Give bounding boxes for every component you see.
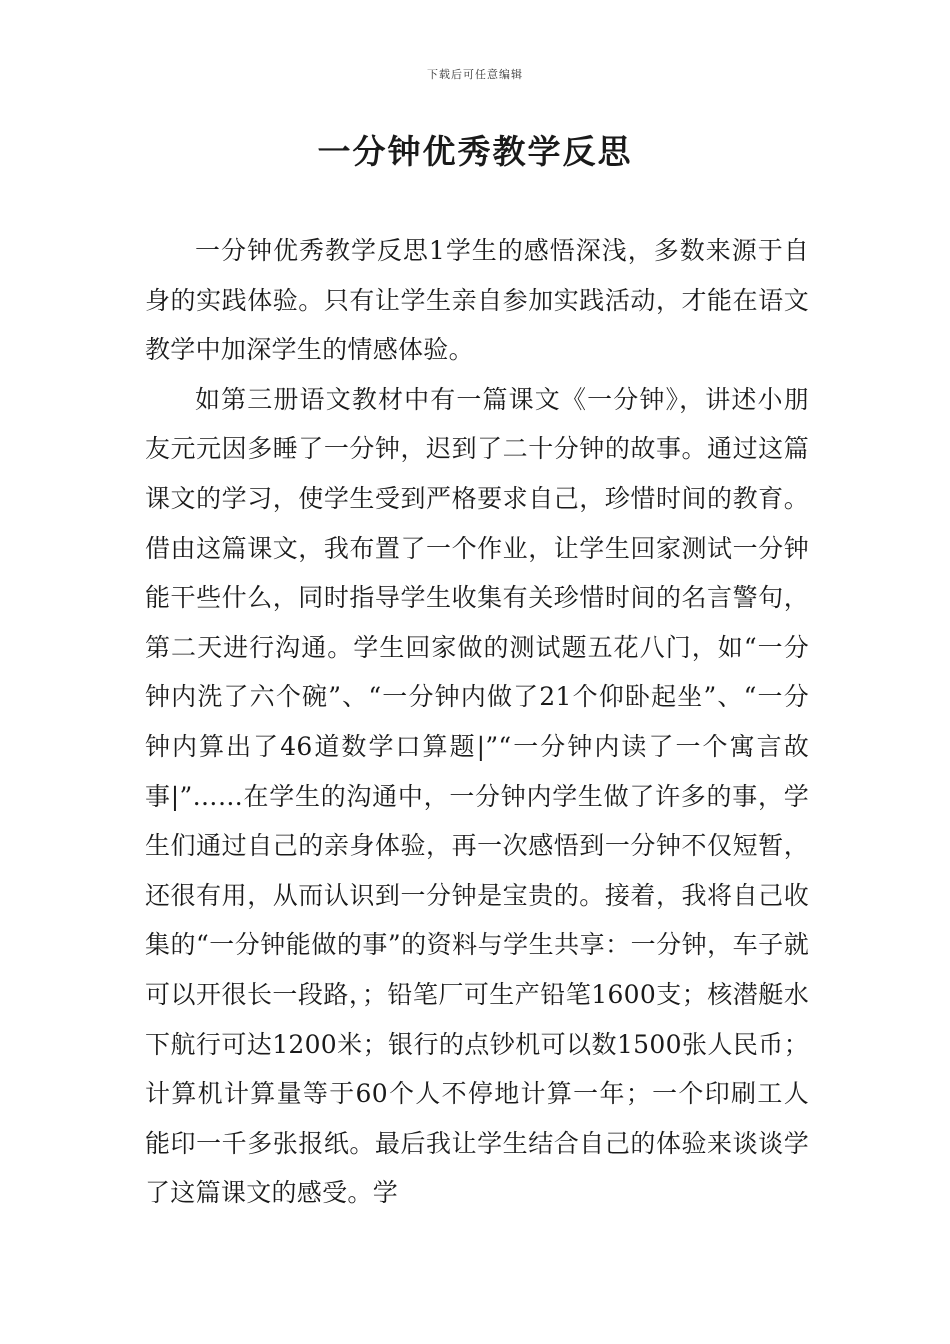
paragraph: 一分钟优秀教学反思1学生的感悟深浅，多数来源于自身的实践体验。只有让学生亲自参加实践活动，才能在语文教学中加深学生的情感体验。 (145, 236, 809, 365)
document-body (145, 226, 809, 1218)
paragraph: 如第三册语文教材中有一篇课文《一分钟》，讲述小朋友元元因多睡了一分钟，迟到了二十分钟的故事。通过这篇课文的学习，使学生受到严格要求自己，珍惜时间的教育。借由这篇课文，我布置了一个作业，让学生回家测试一分钟能干些什么，同时指导学生收集有关珍惜时间的名言警句，第二天进行沟通。学生回家做的测试题五花八门，如“一分钟内洗了六个碗”、“一分钟内做了21个仰卧起坐”、“一分钟内算出了46道数学口算题|”“一分钟内读了一个寓言故事|”……在学生的沟通中，一分钟内学生做了许多的事，学生们通过自己的亲身体验，再一次感悟到一分钟不仅短暂，还很有用，从而认识到一分钟是宝贵的。接着，我将自己收集的“一分钟能做的事”的资料与学生共享：一分钟，车子就可以开很长一段路，；铅笔厂可生产铅笔1600支；核潜艇水下航行可达1200米；银行的点钞机可以数1500张人民币；计算机计算量等于60个人不停地计算一年；一个印刷工人能印一千多张报纸。最后我让学生结合自己的体验来谈谈学了这篇课文的感受。学 (145, 384, 809, 1208)
header-note: 下载后可任意编辑 (427, 68, 523, 81)
document-title: 一分钟优秀教学反思 (317, 132, 633, 171)
